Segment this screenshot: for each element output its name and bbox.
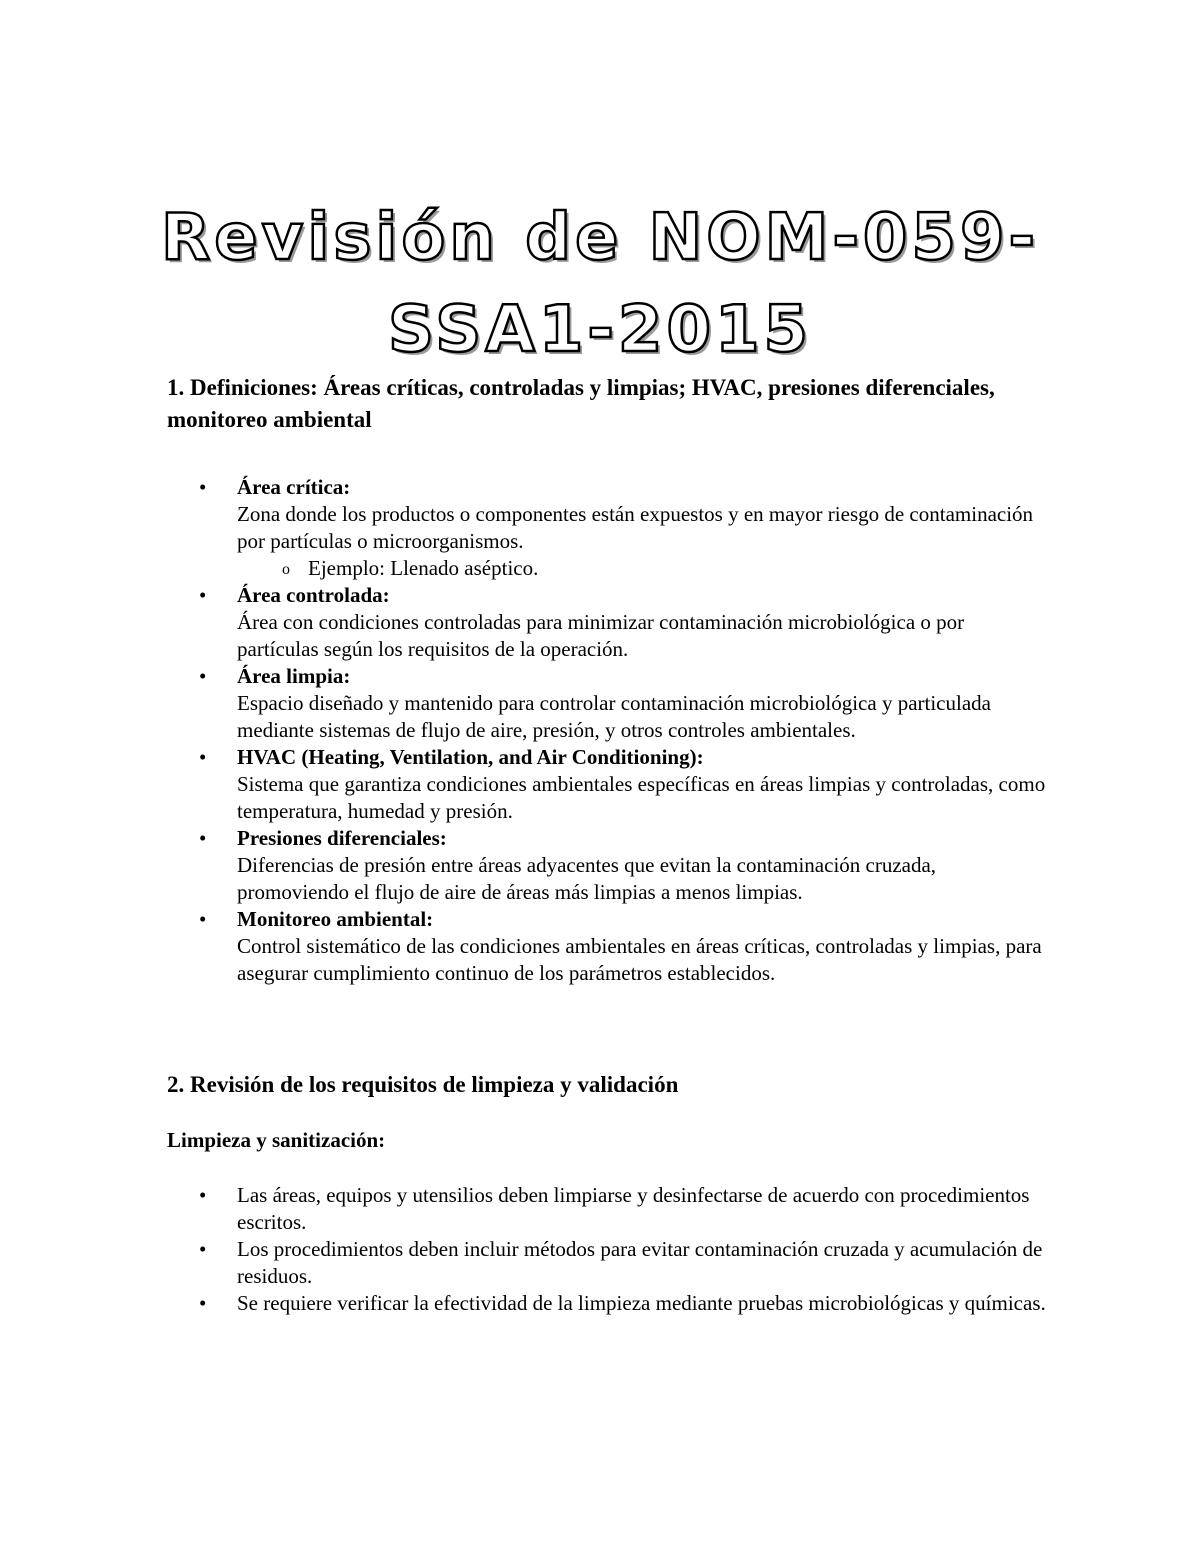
definition-term: • Área limpia: [237,664,351,688]
document-title [0,192,1200,376]
definition-item-area-critica [237,474,1047,582]
definition-term: • Área controlada: [237,583,390,607]
definition-item-hvac [237,744,1047,825]
definition-term: • HVAC (Heating, Ventilation, and Air Conditioning): [237,745,704,769]
definition-text: Control sistemático de las condiciones ambientales en áreas críticas, controladas y limpias, para asegurar cumplimiento continuo de los parámetros establecidos. [237,934,1042,985]
definition-term: • Presiones diferenciales: [237,826,447,850]
definition-item-area-limpia [237,663,1047,744]
definition-sub-list [237,555,1047,582]
definition-item-presiones-diferenciales [237,825,1047,906]
requirement-item: • Se requiere verificar la efectividad de la limpieza mediante pruebas microbiológicas y químicas. [237,1290,1047,1317]
requirement-item: • Las áreas, equipos y utensilios deben limpiarse y desinfectarse de acuerdo con procedimientos escritos. [237,1182,1047,1236]
definition-term: • Monitoreo ambiental: [237,907,434,931]
definition-example: o Ejemplo: Llenado aséptico. [308,555,1047,582]
definition-item-area-controlada [237,582,1047,663]
document-body [167,372,1047,1317]
definition-item-monitoreo-ambiental [237,906,1047,987]
definition-text: Área con condiciones controladas para minimizar contaminación microbiológica o por partículas según los requisitos de la operación. [237,610,965,661]
section-cleaning-validation [167,1069,1047,1317]
definitions-list [167,474,1047,987]
definition-text: Zona donde los productos o componentes están expuestos y en mayor riesgo de contaminación por partículas o microorganismos. [237,502,1034,553]
definition-term: • Área crítica: [237,475,351,499]
section-definitions [167,372,1047,987]
definition-text: Espacio diseñado y mantenido para controlar contaminación microbiológica y particulada mediante sistemas de flujo de aire, presión, y otros controles ambientales. [237,691,991,742]
requirement-item: • Los procedimientos deben incluir métodos para evitar contaminación cruzada y acumulación de residuos. [237,1236,1047,1290]
document-title-line-1: Revisión de NOM-059- [160,201,1040,275]
document-title-line-2: SSA1-2015 [387,293,813,367]
section-1-heading: 1. Definiciones: Áreas críticas, controladas y limpias; HVAC, presiones diferenciales, monitoreo ambiental [167,375,995,432]
definition-text: Diferencias de presión entre áreas adyacentes que evitan la contaminación cruzada, promoviendo el flujo de aire de áreas más limpias a menos limpias. [237,853,937,904]
section-2-subheading: Limpieza y sanitización: [167,1128,386,1152]
cleaning-requirements-list [167,1182,1047,1317]
section-2-heading: 2. Revisión de los requisitos de limpieza y validación [167,1072,679,1097]
definition-text: Sistema que garantiza condiciones ambientales específicas en áreas limpias y controladas, como temperatura, humedad y presión. [237,772,1046,823]
